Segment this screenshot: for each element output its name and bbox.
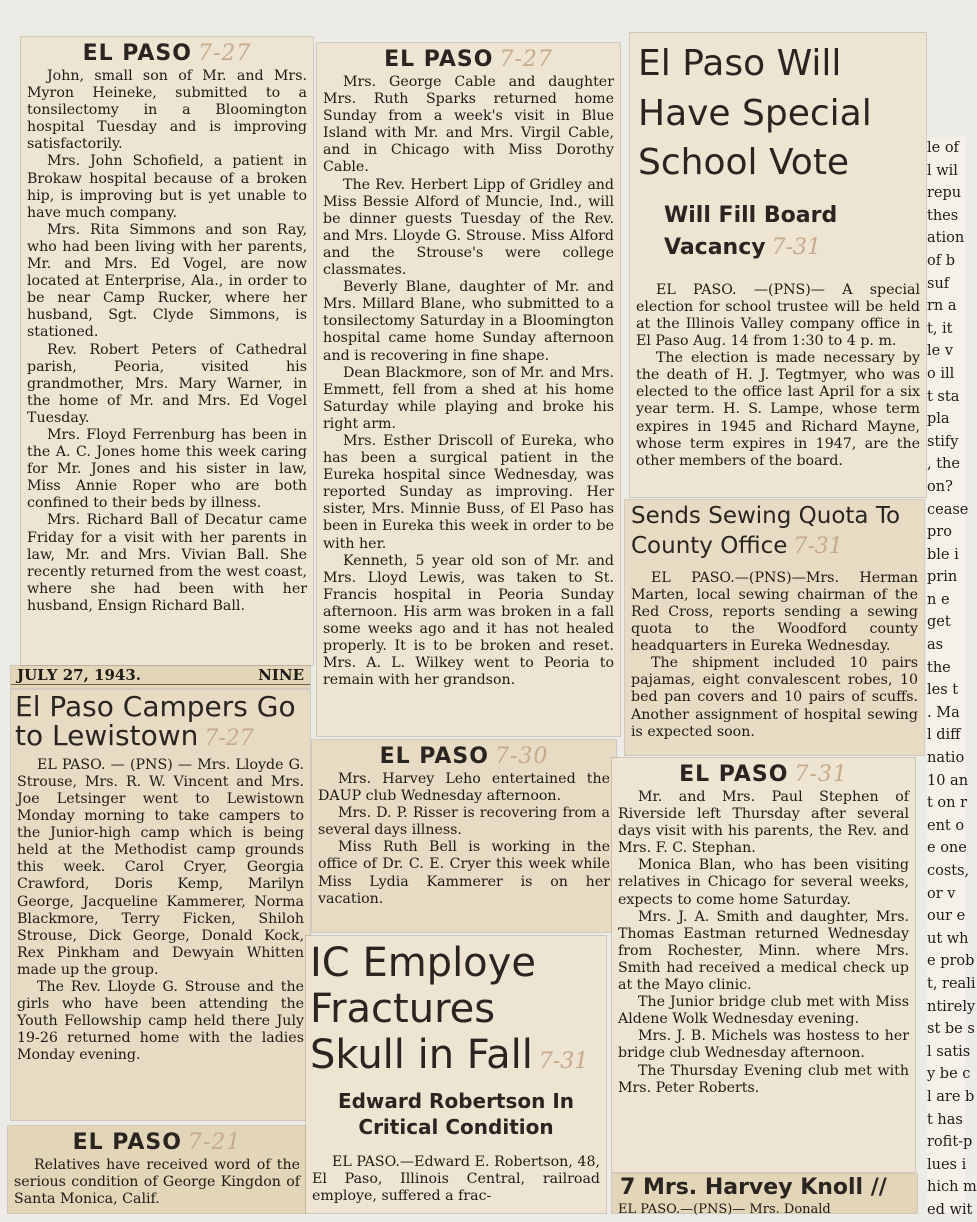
right-edge-line: prin (927, 569, 958, 586)
right-edge-line: of b (927, 252, 955, 269)
right-edge-line: les t (927, 682, 959, 699)
right-edge-line: pro (927, 524, 952, 541)
right-edge-line: as (927, 637, 944, 654)
clipping-body (11, 757, 310, 1065)
clipping-headline: 7 Mrs. Harvey Knoll // (620, 1175, 887, 1200)
masthead-line (11, 666, 310, 685)
handwritten-date: 7-27 (197, 41, 252, 66)
paragraph: Dean Blackmore, son of Mr. and Mrs. Emmett, fell from a shed at his home Saturday while playing and broke his right arm. (323, 364, 614, 432)
paragraph: Kenneth, 5 year old son of Mr. and Mrs. Lloyd Lewis, was taken to St. Francis hospital in Peoria Sunday afternoon. His arm was broken in a fall some weeks ago and it has not healed properly. It is to be broken and reset. Mrs. A. L. Wilkey went to Peoria to remain with her grandson. (323, 552, 614, 689)
right-edge-line: our e (927, 908, 966, 925)
clipping-heading: EL PASO 7-31 (679, 762, 848, 787)
right-edge-line: l diff (927, 727, 961, 744)
clipping-subhead: Edward Robertson In Critical Condition (337, 1089, 575, 1139)
handwritten-date: 7-31 (771, 234, 822, 260)
paragraph: Relatives have received word of the serious condition of George Kingdon of Santa Monica, Calif. (14, 1157, 300, 1208)
right-edge-line: t, reali (927, 975, 976, 992)
right-edge-line: y be c (927, 1066, 971, 1083)
paragraph: Beverly Blane, daughter of Mr. and Mrs. Millard Blane, who submitted to a tonsilectomy Saturday in a Bloomington hospital came home Sunday afternoon and is recovering in fine shape. (323, 279, 614, 364)
clipping-sewing-quota (625, 500, 924, 755)
right-edge-line: t on r (927, 795, 968, 812)
right-edge-line: o ill (927, 365, 955, 382)
right-edge-line: natio (927, 750, 965, 767)
right-edge-line: l are b (927, 1088, 975, 1105)
right-edge-line: ent o (927, 817, 965, 834)
clipping-headline: Sends Sewing Quota To County Office 7-31 (631, 503, 901, 559)
clipping-snippet: EL PASO.—(PNS)— Mrs. Donald (618, 1202, 831, 1218)
paragraph: The Junior bridge club met with Miss Aldene Wolk Wednesday evening. (618, 994, 909, 1028)
right-edge-line: suf (927, 275, 950, 292)
clipping-ic-employe (306, 936, 606, 1213)
clipping-body (630, 282, 926, 470)
right-edge-line: t sta (927, 388, 960, 405)
paragraph: EL PASO. —(PNS)— A special election for school trustee will be held at the Illinois Valley company office in El Paso Aug. 14 from 1:30 to 4 p. m. (636, 281, 920, 350)
clipping-body (625, 570, 924, 741)
paragraph: Mrs. George Cable and daughter Mrs. Ruth Sparks returned home Sunday from a week's visit in Blue Island with Mr. and Mrs. Virgil Cable, and in Chicago with Miss Dorothy Cable. (323, 74, 614, 176)
paragraph: John, small son of Mr. and Mrs. Myron Heineke, submitted to a tonsilectomy in a Bloomington hospital Tuesday and is improving satisfactorily. (27, 68, 307, 153)
clipping-body (317, 74, 620, 689)
clipping-masthead (11, 666, 310, 688)
paragraph: Mrs. J. B. Michels was hostess to her bridge club Wednesday afternoon. (618, 1028, 909, 1062)
paragraph: Monica Blan, who has been visiting relatives in Chicago for several weeks, expects to come home Saturday. (618, 857, 909, 908)
paragraph: Mrs. Rita Simmons and son Ray, who had been living with her parents, Mr. and Mrs. Ed Vogel, are now located at Enterprise, Ala., in order to be near Camp Rucker, where her husband, Sgt. Clyde Simmons, is stationed. (27, 221, 307, 341)
right-edge-line: le of (927, 140, 959, 156)
right-edge-line: thes (927, 207, 959, 224)
handwritten-date: 7-27 (204, 726, 254, 752)
right-edge-line: le v (927, 343, 954, 360)
paragraph: EL PASO.—(PNS)—Mrs. Herman Marten, local sewing chairman of the Red Cross, reports sending a sewing quota to the Woodford county headquarters in Eureka Wednesday. (631, 569, 918, 655)
paragraph: The shipment included 10 pairs pajamas, eight convalescent robes, 10 bed pan covers and 10 pairs of scuffs. Another assignment of hospital sewing is expected soon. (631, 655, 918, 740)
masthead-page: NINE (258, 666, 304, 684)
paragraph: The Thursday Evening club met with Mrs. Peter Roberts. (618, 1062, 909, 1096)
paragraph: Mrs. John Schofield, a patient in Brokaw hospital because of a broken hip, is improving but is yet unable to have much company. (27, 153, 307, 221)
right-edge-line: t has (927, 1111, 963, 1128)
paragraph: Rev. Robert Peters of Cathedral parish, Peoria, visited his grandmother, Mrs. Mary Warner, in the home of Mr. and Mrs. Ed Vogel Tuesday. (27, 341, 307, 426)
clipping-el-paso-col1-bottom (8, 1126, 306, 1213)
paragraph: Miss Ruth Bell is working in the office of Dr. C. E. Cryer this week while Miss Lydia Kammerer is on her vacation. (318, 839, 610, 907)
clipping-el-paso-campers (11, 690, 310, 1120)
right-edge-line: 10 an (927, 772, 969, 789)
right-edge-line: st be s (927, 1021, 975, 1038)
clipping-el-paso-col2-top (317, 43, 620, 736)
right-edge-line: cease (927, 501, 969, 518)
clipping-heading: EL PASO 7-27 (384, 47, 553, 72)
handwritten-date: 7-30 (494, 744, 549, 769)
clipping-body (21, 68, 313, 615)
right-edge-line: ntirely (927, 998, 976, 1015)
paragraph: EL PASO. — (PNS) — Mrs. Lloyde G. Strouse, Mrs. R. W. Vincent and Mrs. Joe Letsinger went to Lewistown Monday morning to take campers to the Junior-high camp which is being held at the Methodist camp grounds this week. Carol Cryer, Georgia Crawford, Doris Kemp, Marilyn George, Jacqueline Kammerer, Norma Blackmore, Terry Ficken, Shiloh Strouse, Dick George, Donald Kock, Rex Pinkham and Dewyain Whitten made up the group. (17, 756, 304, 978)
paragraph: Mrs. D. P. Risser is recovering from a several days illness. (318, 805, 610, 839)
paragraph: Mrs. Floyd Ferrenburg has been in the A. C. Jones home this week caring for Mr. Jones and his sister in law, Miss Annie Roper who are both confined to their beds by illness. (27, 426, 307, 512)
clipping-body (312, 771, 616, 908)
handwritten-date: 7-31 (538, 1049, 589, 1074)
paragraph: Mrs. Harvey Leho entertained the DAUP club Wednesday afternoon. (318, 771, 610, 805)
paragraph: EL PASO.—Edward E. Robertson, 48, El Paso, Illinois Central, railroad employe, suffered a frac- (312, 1154, 600, 1205)
right-edge-line: ed wit (927, 1201, 973, 1218)
right-edge-line: stify (927, 433, 959, 450)
paragraph: Mrs. J. A. Smith and daughter, Mrs. Thomas Eastman returned Wednesday from Rochester, Minn. where Mrs. Smith had received a medical check up at the Mayo clinic. (618, 908, 909, 994)
clipping-headline: El Paso Campers Go to Lewistown 7-27 (15, 690, 296, 753)
clipping-body (612, 789, 915, 1097)
right-edge-line: ble i (927, 546, 959, 563)
paragraph: The election is made necessary by the death of H. J. Tegtmyer, who was elected to the office last April for a six year term. H. S. Lampe, whose term expires in 1945 and Richard Mayne, whose term expires in 1947, are the other members of the board. (636, 350, 920, 469)
paragraph: Mrs. Esther Driscoll of Eureka, who has been a surgical patient in the Eureka hospital since Wednesday, was reported Sunday as improving. Her sister, Mrs. Minnie Buss, of El Paso has been in Eureka this week in order to be with her. (323, 432, 614, 552)
right-edge-line: l wil (927, 162, 958, 179)
right-edge-line: ut wh (927, 930, 969, 947)
masthead-date: JULY 27, 1943. (17, 666, 141, 684)
right-edge-line: costs, (927, 863, 970, 879)
handwritten-date: 7-31 (794, 762, 848, 787)
clipping-school-vote (630, 33, 926, 497)
right-edge-line: . Ma (927, 704, 960, 721)
handwritten-date: 7-21 (187, 1130, 242, 1155)
clipping-heading: EL PASO 7-30 (379, 744, 549, 769)
paragraph: Mrs. Richard Ball of Decatur came Friday for a visit with her parents in law, Mr. and Mrs. Vivian Ball. She recently returned from the west coast, where she had been with her husband, Ensign Richard Ball. (27, 512, 307, 614)
clipping-body (306, 1154, 606, 1205)
right-edge-line: , the (927, 456, 960, 473)
clipping-heading: EL PASO 7-21 (72, 1130, 242, 1155)
right-edge-article (927, 137, 977, 1218)
clipping-el-paso-col1-top (21, 37, 313, 665)
right-edge-text (927, 137, 977, 1222)
right-edge-line: n e (927, 591, 950, 608)
clipping-el-paso-col3 (612, 758, 915, 1172)
clipping-el-paso-col2-mid (312, 740, 616, 932)
right-edge-line: lues i (927, 1156, 967, 1173)
paragraph: Mr. and Mrs. Paul Stephen of Riverside left Thursday after several days visit with his parents, the Rev. and Mrs. F. C. Stephan. (618, 789, 909, 857)
right-edge-line: or v (927, 885, 956, 902)
right-edge-line: ation (927, 230, 965, 247)
clipping-heading: EL PASO 7-27 (82, 41, 252, 66)
right-edge-line: the (927, 659, 951, 676)
right-edge-line: get (927, 614, 951, 631)
clipping-headline: IC Employe Fractures Skull in Fall 7-31 (310, 940, 589, 1078)
right-edge-line: on? (927, 478, 953, 495)
paragraph: The Rev. Lloyde G. Strouse and the girls who have been attending the Youth Fellowship camp held there July 19-26 returned home with the ladies Monday evening. (17, 979, 304, 1064)
handwritten-date: 7-31 (793, 533, 843, 559)
right-edge-line: l satis (927, 1043, 971, 1060)
clipping-headline: El Paso Will Have Special School Vote (638, 43, 872, 184)
right-edge-line: t, it (927, 320, 953, 337)
right-edge-line: pla (927, 411, 950, 428)
clipping-harvey-knoll (612, 1174, 917, 1218)
clipping-body (8, 1157, 306, 1208)
right-edge-line: rofit-p (927, 1134, 973, 1151)
handwritten-date: 7-27 (499, 47, 553, 72)
right-edge-line: rn a (927, 298, 957, 315)
right-edge-line: e one (927, 840, 967, 857)
clipping-subhead: Will Fill Board Vacancy 7-31 (664, 203, 838, 260)
paragraph: The Rev. Herbert Lipp of Gridley and Miss Bessie Alford of Muncie, Ind., will be dinner guests Tuesday of the Rev. and Mrs. Lloyde G. Strouse. Miss Alford and the Strouse's were college classmates. (323, 176, 614, 279)
right-edge-line: e prob (927, 953, 975, 970)
right-edge-line: hich m (927, 1179, 977, 1196)
right-edge-line: repu (927, 185, 962, 202)
